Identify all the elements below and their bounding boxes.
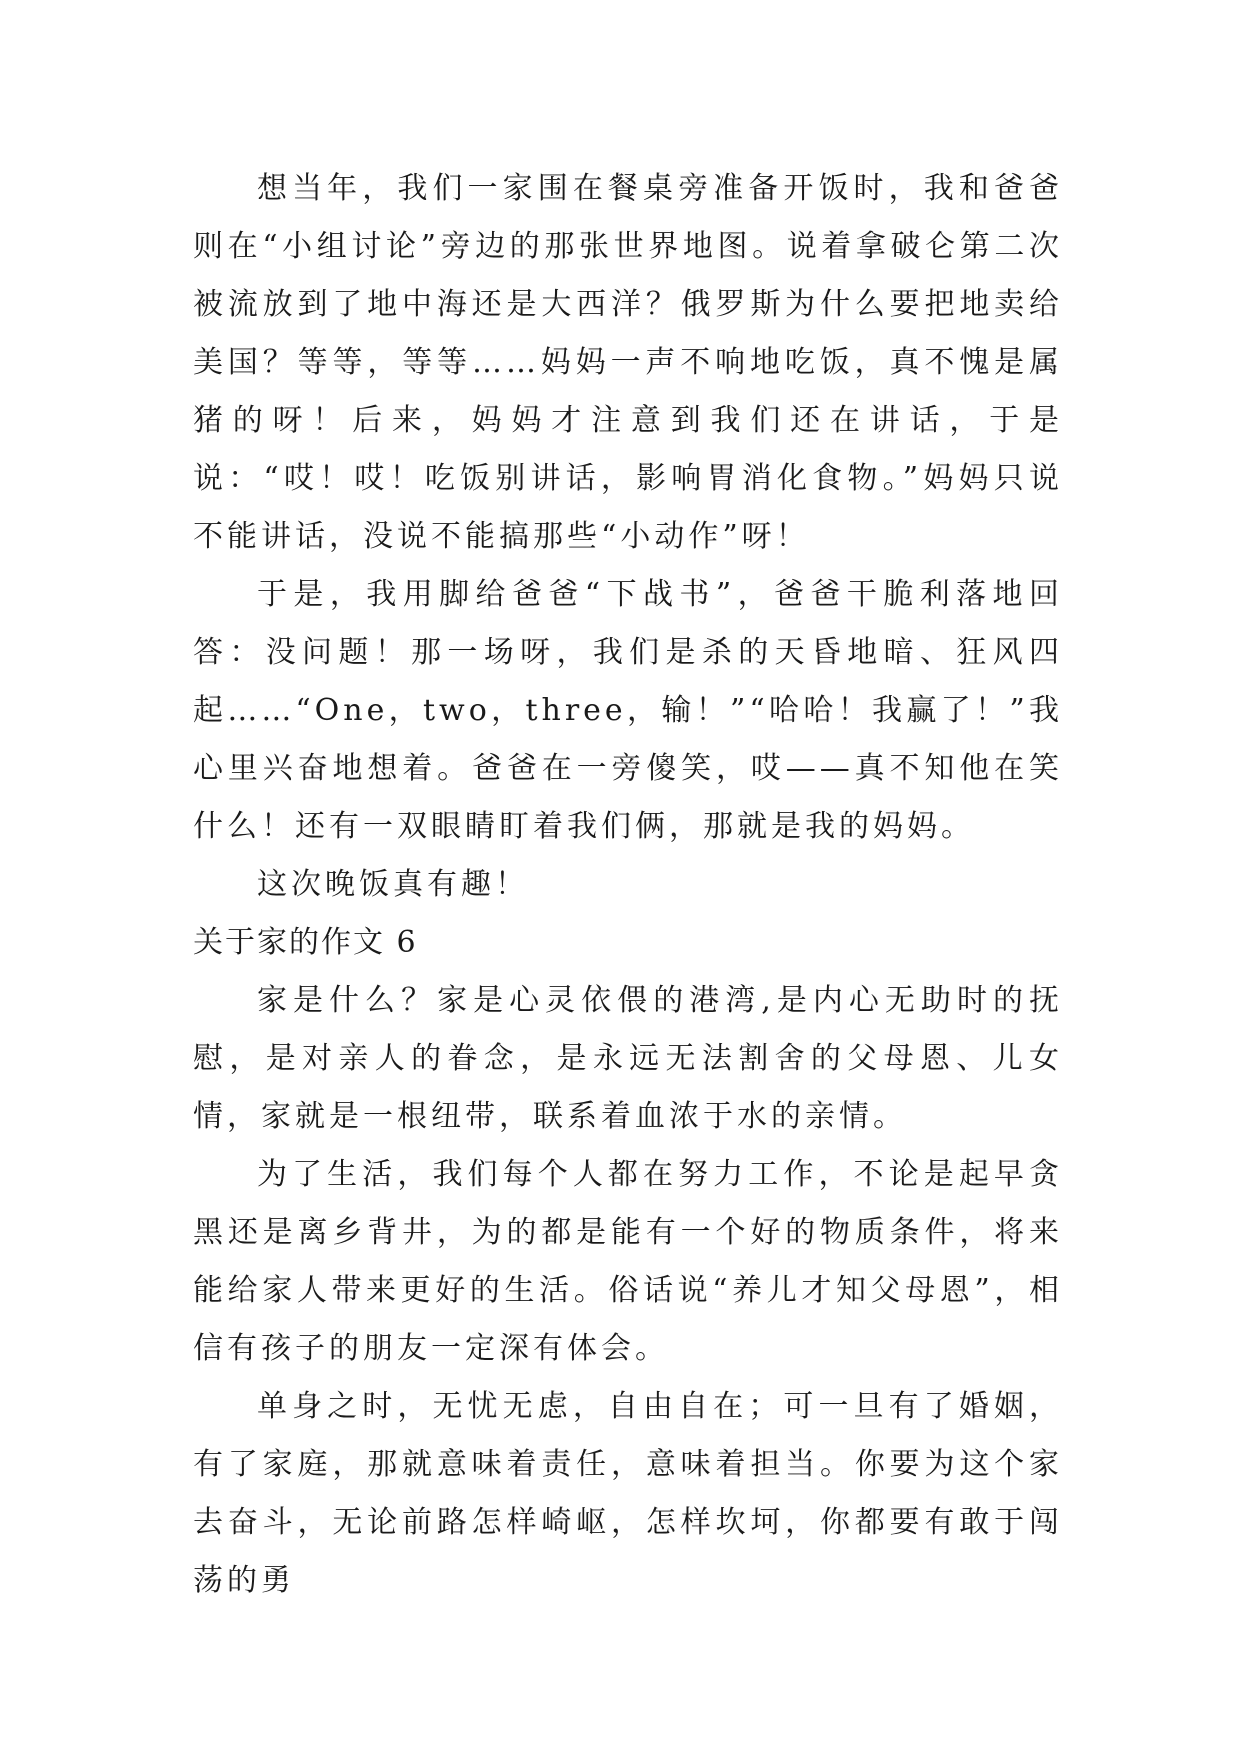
paragraph-working-for-life: 为了生活，我们每个人都在努力工作，不论是起早贪黑还是离乡背井，为的都是能有一个好的物质条件，将来能给家人带来更好的生活。俗话说“养儿才知父母恩”，相信有孩子的朋友一定深有体会。 <box>193 1157 1063 1366</box>
paragraph-foot-game: 于是，我用脚给爸爸“下战书”，爸爸干脆利落地回答：没问题！那一场呀，我们是杀的天昏地暗、狂风四起……“One，two，three，输！”“哈哈！我赢了！”我心里兴奋地想着。爸爸在一旁傻笑，哎——真不知他在笑什么！还有一双眼睛盯着我们俩，那就是我的妈妈。 <box>193 577 1063 844</box>
section-heading: 关于家的作文 6 <box>193 925 418 960</box>
paragraph-responsibility: 单身之时，无忧无虑，自由自在；可一旦有了婚姻，有了家庭，那就意味着责任，意味着担当。你要为这个家去奋斗，无论前路怎样崎岖，怎样坎坷，你都要有敢于闯荡的勇 <box>193 1389 1063 1598</box>
paragraph-dinner-story: 想当年，我们一家围在餐桌旁准备开饭时，我和爸爸则在“小组讨论”旁边的那张世界地图。说着拿破仑第二次被流放到了地中海还是大西洋？俄罗斯为什么要把地卖给美国？等等，等等……妈妈一声不响地吃饭，真不愧是属猪的呀！后来，妈妈才注意到我们还在讲话，于是说：“哎！哎！吃饭别讲话，影响胃消化食物。”妈妈只说不能讲话，没说不能搞那些“小动作”呀！ <box>193 171 1063 554</box>
paragraph-conclusion: 这次晚饭真有趣！ <box>257 867 529 902</box>
document-body <box>193 160 1063 1610</box>
paragraph-what-is-home: 家是什么？家是心灵依偎的港湾,是内心无助时的抚慰，是对亲人的眷念，是永远无法割舍的父母恩、儿女情，家就是一根纽带，联系着血浓于水的亲情。 <box>193 983 1063 1134</box>
